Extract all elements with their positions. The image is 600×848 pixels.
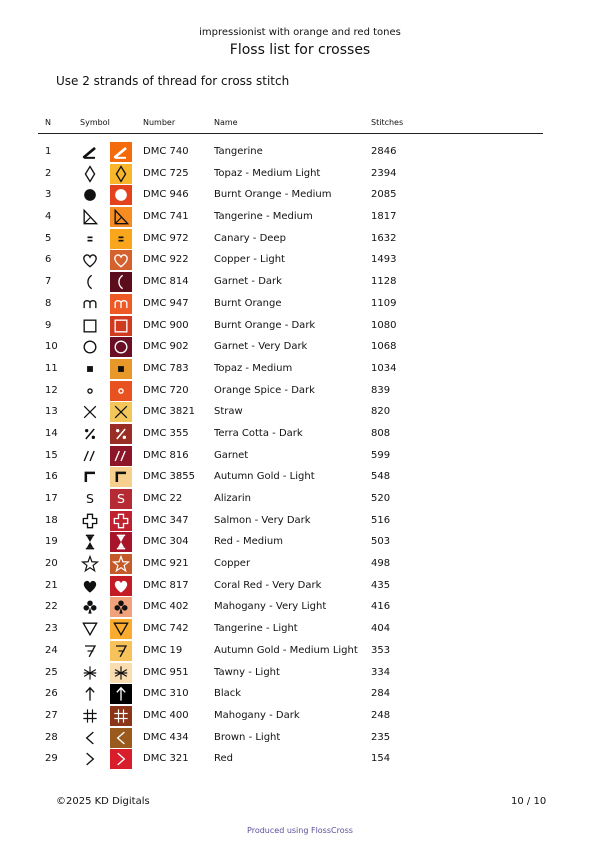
floss-name: Garnet - Dark [214, 276, 282, 288]
table-row [0, 271, 600, 293]
floss-number: DMC 321 [143, 753, 189, 765]
square-outline-icon [80, 316, 100, 336]
table-row [0, 575, 600, 597]
table-row [0, 336, 600, 358]
stitch-count: 1068 [371, 341, 397, 353]
floss-number: DMC 304 [143, 536, 189, 548]
color-swatch [110, 706, 132, 726]
table-row [0, 358, 600, 380]
table-row [0, 315, 600, 337]
floss-number: DMC 921 [143, 558, 189, 570]
row-index: 6 [45, 254, 52, 266]
header-divider [38, 133, 543, 134]
floss-number: DMC 814 [143, 276, 189, 288]
color-swatch [110, 424, 132, 444]
floss-number: DMC 720 [143, 384, 189, 396]
row-index: 15 [45, 449, 58, 461]
table-row [0, 553, 600, 575]
floss-number: DMC 355 [143, 427, 189, 439]
stitch-count: 516 [371, 514, 391, 526]
stitch-count: 548 [371, 471, 391, 483]
row-index: 26 [45, 688, 58, 700]
table-row [0, 141, 600, 163]
stitch-count: 2085 [371, 189, 397, 201]
instruction-text: Use 2 strands of thread for cross stitch [56, 74, 290, 88]
row-index: 23 [45, 623, 58, 635]
row-index: 22 [45, 601, 58, 613]
floss-name: Tawny - Light [214, 666, 280, 678]
floss-name: Mahogany - Dark [214, 709, 300, 721]
stitch-count: 820 [371, 406, 391, 418]
color-swatch [110, 749, 132, 769]
floss-number: DMC 725 [143, 167, 189, 179]
table-row [0, 249, 600, 271]
floss-name: Copper - Light [214, 254, 285, 266]
floss-number: DMC 783 [143, 362, 189, 374]
floss-number: DMC 347 [143, 514, 189, 526]
table-row [0, 423, 600, 445]
row-index: 20 [45, 558, 58, 570]
floss-name: Red [214, 753, 233, 765]
color-swatch [110, 402, 132, 422]
row-index: 8 [45, 297, 52, 309]
corner-icon [80, 467, 100, 487]
row-index: 5 [45, 232, 52, 244]
row-index: 25 [45, 666, 58, 678]
color-swatch [110, 446, 132, 466]
floss-number: DMC 402 [143, 601, 189, 613]
produced-by: Produced using FlossCross [247, 826, 353, 835]
row-index: 10 [45, 341, 58, 353]
floss-name: Terra Cotta - Dark [214, 427, 303, 439]
floss-name: Tangerine - Light [214, 623, 298, 635]
color-swatch [110, 272, 132, 292]
filled-circle-icon [80, 185, 100, 205]
floss-table [0, 141, 600, 770]
table-row [0, 705, 600, 727]
stitch-count: 435 [371, 579, 391, 591]
color-swatch [110, 142, 132, 162]
stitch-count: 1080 [371, 319, 397, 331]
plus-outline-icon [80, 511, 100, 531]
stitch-count: 416 [371, 601, 391, 613]
col-header-stitches: Stitches [371, 118, 404, 127]
table-row [0, 228, 600, 250]
table-row [0, 206, 600, 228]
row-index: 27 [45, 709, 58, 721]
ruler-triangle-icon [80, 207, 100, 227]
stitch-count: 1817 [371, 211, 397, 223]
x-cross-icon [80, 402, 100, 422]
row-index: 11 [45, 362, 58, 374]
floss-number: DMC 946 [143, 189, 189, 201]
color-swatch [110, 532, 132, 552]
copyright: ©2025 KD Digitals [56, 796, 150, 807]
floss-name: Canary - Deep [214, 232, 286, 244]
floss-number: DMC 3855 [143, 471, 195, 483]
row-index: 4 [45, 211, 52, 223]
stitch-count: 1128 [371, 276, 397, 288]
row-index: 24 [45, 644, 58, 656]
equals-icon [80, 229, 100, 249]
stitch-count: 353 [371, 644, 391, 656]
floss-number: DMC 951 [143, 666, 189, 678]
row-index: 9 [45, 319, 52, 331]
color-swatch [110, 511, 132, 531]
stitch-count: 248 [371, 709, 391, 721]
stitch-count: 1034 [371, 362, 397, 374]
floss-name: Orange Spice - Dark [214, 384, 315, 396]
stitch-count: 520 [371, 493, 391, 504]
table-row [0, 596, 600, 618]
page-title: Floss list for crosses [229, 42, 371, 58]
row-index: 14 [45, 427, 58, 439]
club-icon [80, 597, 100, 617]
color-swatch [110, 164, 132, 184]
table-row [0, 466, 600, 488]
color-swatch [110, 619, 132, 639]
color-swatch [110, 337, 132, 357]
chevron-left-icon [80, 728, 100, 748]
floss-name: Garnet [214, 449, 249, 461]
floss-name: Red - Medium [214, 536, 283, 548]
color-swatch [110, 684, 132, 704]
table-row [0, 531, 600, 553]
double-slash-icon [80, 446, 100, 466]
color-swatch [110, 489, 132, 509]
pencil-tick-icon [80, 142, 100, 162]
small-square-icon [80, 359, 100, 379]
row-index: 19 [45, 536, 58, 548]
floss-name: Tangerine [214, 146, 263, 157]
color-swatch [110, 641, 132, 661]
floss-number: DMC 3821 [143, 406, 195, 418]
chevron-right-icon [80, 749, 100, 769]
floss-number: DMC 400 [143, 709, 189, 721]
color-swatch [110, 597, 132, 617]
row-index: 3 [45, 189, 52, 201]
table-row [0, 293, 600, 315]
hourglass-icon [80, 532, 100, 552]
floss-name: Coral Red - Very Dark [214, 579, 322, 591]
stitch-count: 1109 [371, 297, 397, 309]
table-row [0, 748, 600, 770]
color-swatch [110, 316, 132, 336]
letter-s-icon [80, 489, 100, 509]
floss-number: DMC 310 [143, 688, 189, 700]
triangle-down-icon [80, 619, 100, 639]
floss-name: Brown - Light [214, 731, 281, 743]
floss-number: DMC 434 [143, 731, 189, 743]
row-index: 2 [45, 167, 52, 179]
floss-number: DMC 947 [143, 297, 189, 309]
stitch-count: 334 [371, 666, 391, 678]
row-index: 12 [45, 384, 58, 396]
floss-name: Mahogany - Very Light [214, 601, 327, 613]
floss-number: DMC 972 [143, 232, 189, 244]
col-header-n: N [45, 118, 51, 127]
svg-text:S: S [86, 491, 94, 507]
color-swatch [110, 381, 132, 401]
floss-name: Garnet - Very Dark [214, 341, 308, 353]
svg-text:S: S [117, 491, 125, 507]
col-header-number: Number [143, 118, 176, 127]
table-row [0, 727, 600, 749]
floss-name: Tangerine - Medium [214, 211, 313, 223]
pattern-subtitle: impressionist with orange and red tones [199, 27, 401, 38]
floss-name: Autumn Gold - Light [214, 471, 315, 483]
small-circle-icon [80, 381, 100, 401]
stitch-count: 599 [371, 449, 391, 461]
floss-number: DMC 900 [143, 319, 189, 331]
percent-icon [80, 424, 100, 444]
row-index: 18 [45, 514, 58, 526]
color-swatch [110, 207, 132, 227]
heart-filled-icon [80, 576, 100, 596]
color-swatch [110, 467, 132, 487]
floss-number: DMC 817 [143, 579, 189, 591]
stitch-count: 154 [371, 753, 391, 765]
page-number: 10 / 10 [511, 796, 547, 807]
color-swatch [110, 185, 132, 205]
diamond-outline-icon [80, 164, 100, 184]
table-row [0, 445, 600, 467]
stitch-count: 1493 [371, 254, 397, 266]
table-row [0, 640, 600, 662]
stitch-count: 2394 [371, 167, 397, 179]
stitch-count: 284 [371, 688, 391, 700]
floss-name: Alizarin [214, 493, 252, 504]
table-row [0, 380, 600, 402]
row-index: 1 [45, 146, 52, 157]
col-header-symbol: Symbol [80, 118, 110, 127]
floss-number: DMC 19 [143, 644, 183, 656]
floss-number: DMC 902 [143, 341, 189, 353]
row-index: 28 [45, 731, 58, 743]
floss-number: DMC 22 [143, 493, 183, 504]
floss-name: Burnt Orange - Medium [214, 189, 332, 201]
seven-glyph-icon [80, 641, 100, 661]
floss-name: Topaz - Medium [214, 362, 293, 374]
floss-name: Burnt Orange [214, 297, 282, 309]
heart-outline-icon [80, 250, 100, 270]
stitch-count: 2846 [371, 146, 397, 157]
color-swatch [110, 359, 132, 379]
stitch-count: 1632 [371, 232, 397, 244]
floss-number: DMC 742 [143, 623, 189, 635]
table-row [0, 683, 600, 705]
row-index: 13 [45, 406, 58, 418]
hash-icon [80, 706, 100, 726]
table-row [0, 488, 600, 510]
crescent-icon [80, 272, 100, 292]
table-row [0, 618, 600, 640]
row-index: 21 [45, 579, 58, 591]
table-row [0, 163, 600, 185]
color-swatch [110, 728, 132, 748]
color-swatch [110, 250, 132, 270]
color-swatch [110, 294, 132, 314]
floss-name: Black [214, 688, 242, 700]
m-arch-icon [80, 294, 100, 314]
table-row [0, 510, 600, 532]
stitch-count: 503 [371, 536, 391, 548]
color-swatch [110, 229, 132, 249]
circle-outline-icon [80, 337, 100, 357]
asterisk-icon [80, 663, 100, 683]
floss-number: DMC 740 [143, 146, 189, 157]
table-row [0, 662, 600, 684]
stitch-count: 498 [371, 558, 391, 570]
stitch-count: 235 [371, 731, 391, 743]
row-index: 29 [45, 753, 58, 765]
floss-number: DMC 816 [143, 449, 189, 461]
color-swatch [110, 576, 132, 596]
row-index: 16 [45, 471, 58, 483]
floss-number: DMC 922 [143, 254, 189, 266]
floss-name: Salmon - Very Dark [214, 514, 311, 526]
row-index: 17 [45, 493, 58, 504]
table-row [0, 184, 600, 206]
row-index: 7 [45, 276, 52, 288]
stitch-count: 839 [371, 384, 391, 396]
col-header-name: Name [214, 118, 238, 127]
floss-name: Copper [214, 558, 251, 570]
stitch-count: 404 [371, 623, 391, 635]
floss-name: Burnt Orange - Dark [214, 319, 316, 331]
floss-number: DMC 741 [143, 211, 189, 223]
color-swatch [110, 663, 132, 683]
stitch-count: 808 [371, 427, 391, 439]
floss-name: Topaz - Medium Light [214, 167, 321, 179]
star-outline-icon [80, 554, 100, 574]
table-row [0, 401, 600, 423]
color-swatch [110, 554, 132, 574]
floss-name: Autumn Gold - Medium Light [214, 644, 358, 656]
arrow-up-icon [80, 684, 100, 704]
floss-name: Straw [214, 406, 243, 418]
